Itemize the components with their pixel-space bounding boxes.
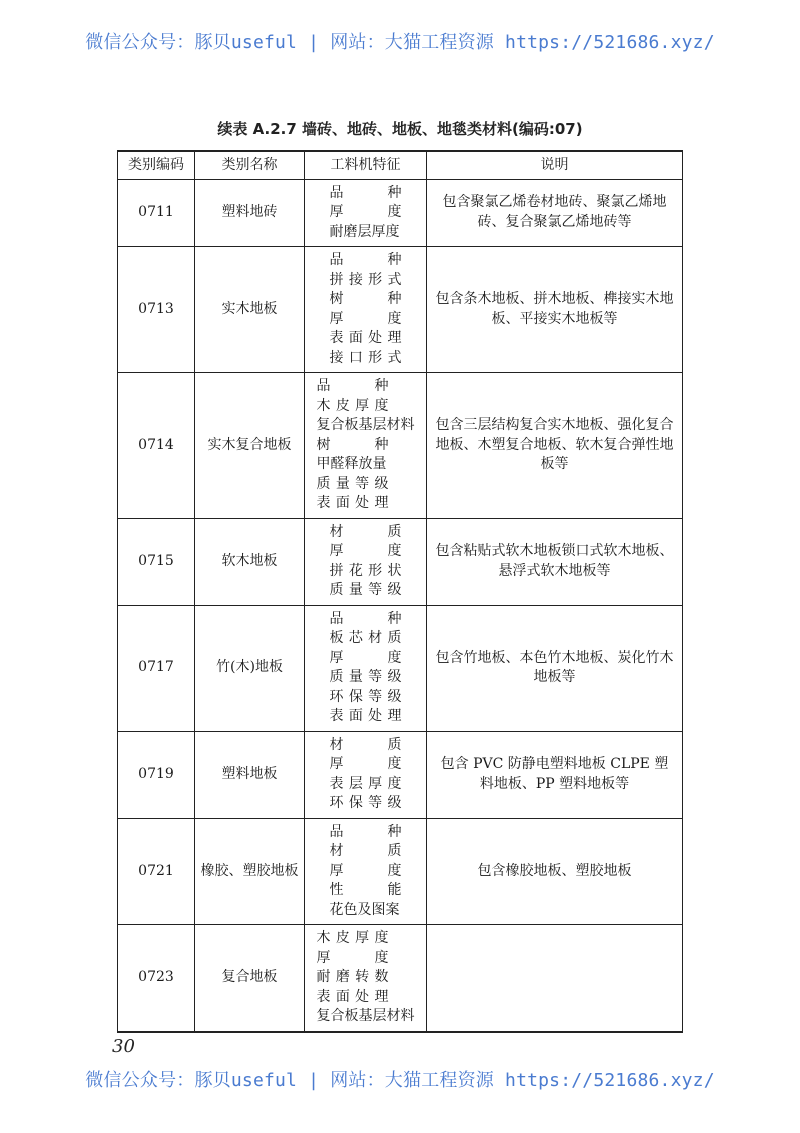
- feature-item: 花色及图案: [329, 901, 400, 918]
- feature-item: 厚 度: [329, 543, 402, 559]
- category-code: 0723: [118, 925, 195, 1032]
- feature-item: 表面处理: [329, 708, 402, 724]
- category-name: 竹(木)地板: [195, 605, 305, 731]
- table-row: [118, 605, 683, 731]
- feature-item: 品 种: [329, 823, 402, 840]
- watermark-bottom: 微信公众号：豚贝useful | 网站：大猫工程资源 https://521686.xyz/: [85, 1070, 715, 1091]
- feature-cell: [305, 518, 427, 605]
- feature-list: [330, 184, 402, 243]
- feature-item: 厚 度: [329, 310, 402, 327]
- category-code: 0711: [118, 179, 195, 247]
- header-row: [118, 151, 683, 179]
- header-code: 类别编码: [118, 151, 195, 179]
- description: 包含 PVC 防静电塑料地板 CLPE 塑料地板、PP 塑料地板等: [427, 731, 683, 818]
- category-name: 塑料地砖: [195, 179, 305, 247]
- feature-item: 质量等级: [316, 475, 389, 492]
- table-row: [118, 731, 683, 818]
- watermark-top: 微信公众号：豚贝useful | 网站：大猫工程资源 https://521686.xyz/: [85, 32, 715, 53]
- feature-cell: [305, 818, 427, 925]
- feature-list: [317, 929, 415, 1027]
- feature-item: 品 种: [329, 610, 402, 627]
- feature-item: 材 质: [329, 523, 402, 540]
- description: 包含橡胶地板、塑胶地板: [427, 818, 683, 925]
- table-row: [118, 818, 683, 925]
- feature-cell: [305, 179, 427, 247]
- spec-table: [117, 150, 683, 1033]
- feature-item: 厚 度: [329, 756, 402, 772]
- header-description: 说明: [427, 151, 683, 179]
- category-name: 实木复合地板: [195, 373, 305, 519]
- feature-item: 复合板基层材料: [316, 417, 415, 433]
- header-name: 类别名称: [195, 151, 305, 179]
- category-name: 软木地板: [195, 518, 305, 605]
- category-name: 塑料地板: [195, 731, 305, 818]
- feature-cell: [305, 373, 427, 519]
- description: 包含粘贴式软木地板锁口式软木地板、悬浮式软木地板等: [427, 518, 683, 605]
- page-number: 30: [112, 1036, 135, 1057]
- feature-item: 环保等级: [329, 688, 402, 705]
- feature-item: 接口形式: [329, 349, 402, 366]
- category-name: 实木地板: [195, 247, 305, 373]
- description: 包含聚氯乙烯卷材地砖、聚氯乙烯地砖、复合聚氯乙烯地砖等: [427, 179, 683, 247]
- feature-cell: [305, 925, 427, 1032]
- category-code: 0717: [118, 605, 195, 731]
- feature-cell: [305, 605, 427, 731]
- feature-item: 拼花形状: [329, 562, 402, 579]
- feature-item: 复合板基层材料: [316, 1008, 415, 1024]
- feature-item: 厚 度: [329, 862, 402, 879]
- feature-cell: [305, 247, 427, 373]
- feature-item: 耐磨层厚度: [329, 223, 400, 240]
- description: 包含三层结构复合实木地板、强化复合地板、木塑复合地板、软木复合弹性地板等: [427, 373, 683, 519]
- table-row: [118, 247, 683, 373]
- feature-item: 木皮厚度: [316, 397, 389, 414]
- feature-list: [330, 251, 402, 368]
- feature-item: 环保等级: [329, 795, 402, 811]
- feature-item: 材 质: [329, 843, 402, 859]
- category-name: 复合地板: [195, 925, 305, 1032]
- feature-item: 树 种: [329, 291, 402, 307]
- feature-item: 品 种: [316, 378, 389, 394]
- feature-item: 拼接形式: [329, 271, 402, 288]
- feature-item: 质量等级: [329, 669, 402, 685]
- feature-cell: [305, 731, 427, 818]
- feature-item: 表层厚度: [329, 775, 402, 792]
- feature-item: 表面处理: [316, 495, 389, 511]
- feature-item: 质量等级: [329, 582, 402, 598]
- category-name: 橡胶、塑胶地板: [195, 818, 305, 925]
- feature-item: 木皮厚度: [316, 930, 389, 946]
- feature-list: [330, 610, 402, 727]
- table-title: 续表 A.2.7 墙砖、地砖、地板、地毯类材料(编码:07): [217, 120, 583, 138]
- category-code: 0715: [118, 518, 195, 605]
- feature-item: 厚 度: [329, 649, 402, 666]
- feature-item: 厚 度: [316, 949, 389, 966]
- table-row: [118, 518, 683, 605]
- feature-item: 品 种: [329, 184, 402, 201]
- table-row: [118, 179, 683, 247]
- feature-item: 表面处理: [329, 330, 402, 346]
- description: 包含条木地板、拼木地板、榫接实木地板、平接实木地板等: [427, 247, 683, 373]
- category-code: 0714: [118, 373, 195, 519]
- feature-list: [330, 523, 402, 601]
- feature-item: 甲醛释放量: [316, 456, 387, 472]
- feature-list: [330, 736, 402, 814]
- feature-list: [317, 377, 415, 514]
- feature-item: 板芯材质: [329, 630, 402, 646]
- table-row: [118, 925, 683, 1032]
- category-code: 0721: [118, 818, 195, 925]
- feature-list: [330, 823, 402, 921]
- feature-item: 耐磨转数: [316, 969, 389, 985]
- category-code: 0713: [118, 247, 195, 373]
- table-body: [118, 179, 683, 1032]
- feature-item: 树 种: [316, 436, 389, 453]
- category-code: 0719: [118, 731, 195, 818]
- feature-item: 表面处理: [316, 988, 389, 1005]
- description: [427, 925, 683, 1032]
- header-features: 工料机特征: [305, 151, 427, 179]
- feature-item: 性 能: [329, 882, 402, 898]
- feature-item: 厚 度: [329, 204, 402, 220]
- table-row: [118, 373, 683, 519]
- description: 包含竹地板、本色竹木地板、炭化竹木地板等: [427, 605, 683, 731]
- feature-item: 材 质: [329, 736, 402, 753]
- feature-item: 品 种: [329, 252, 402, 268]
